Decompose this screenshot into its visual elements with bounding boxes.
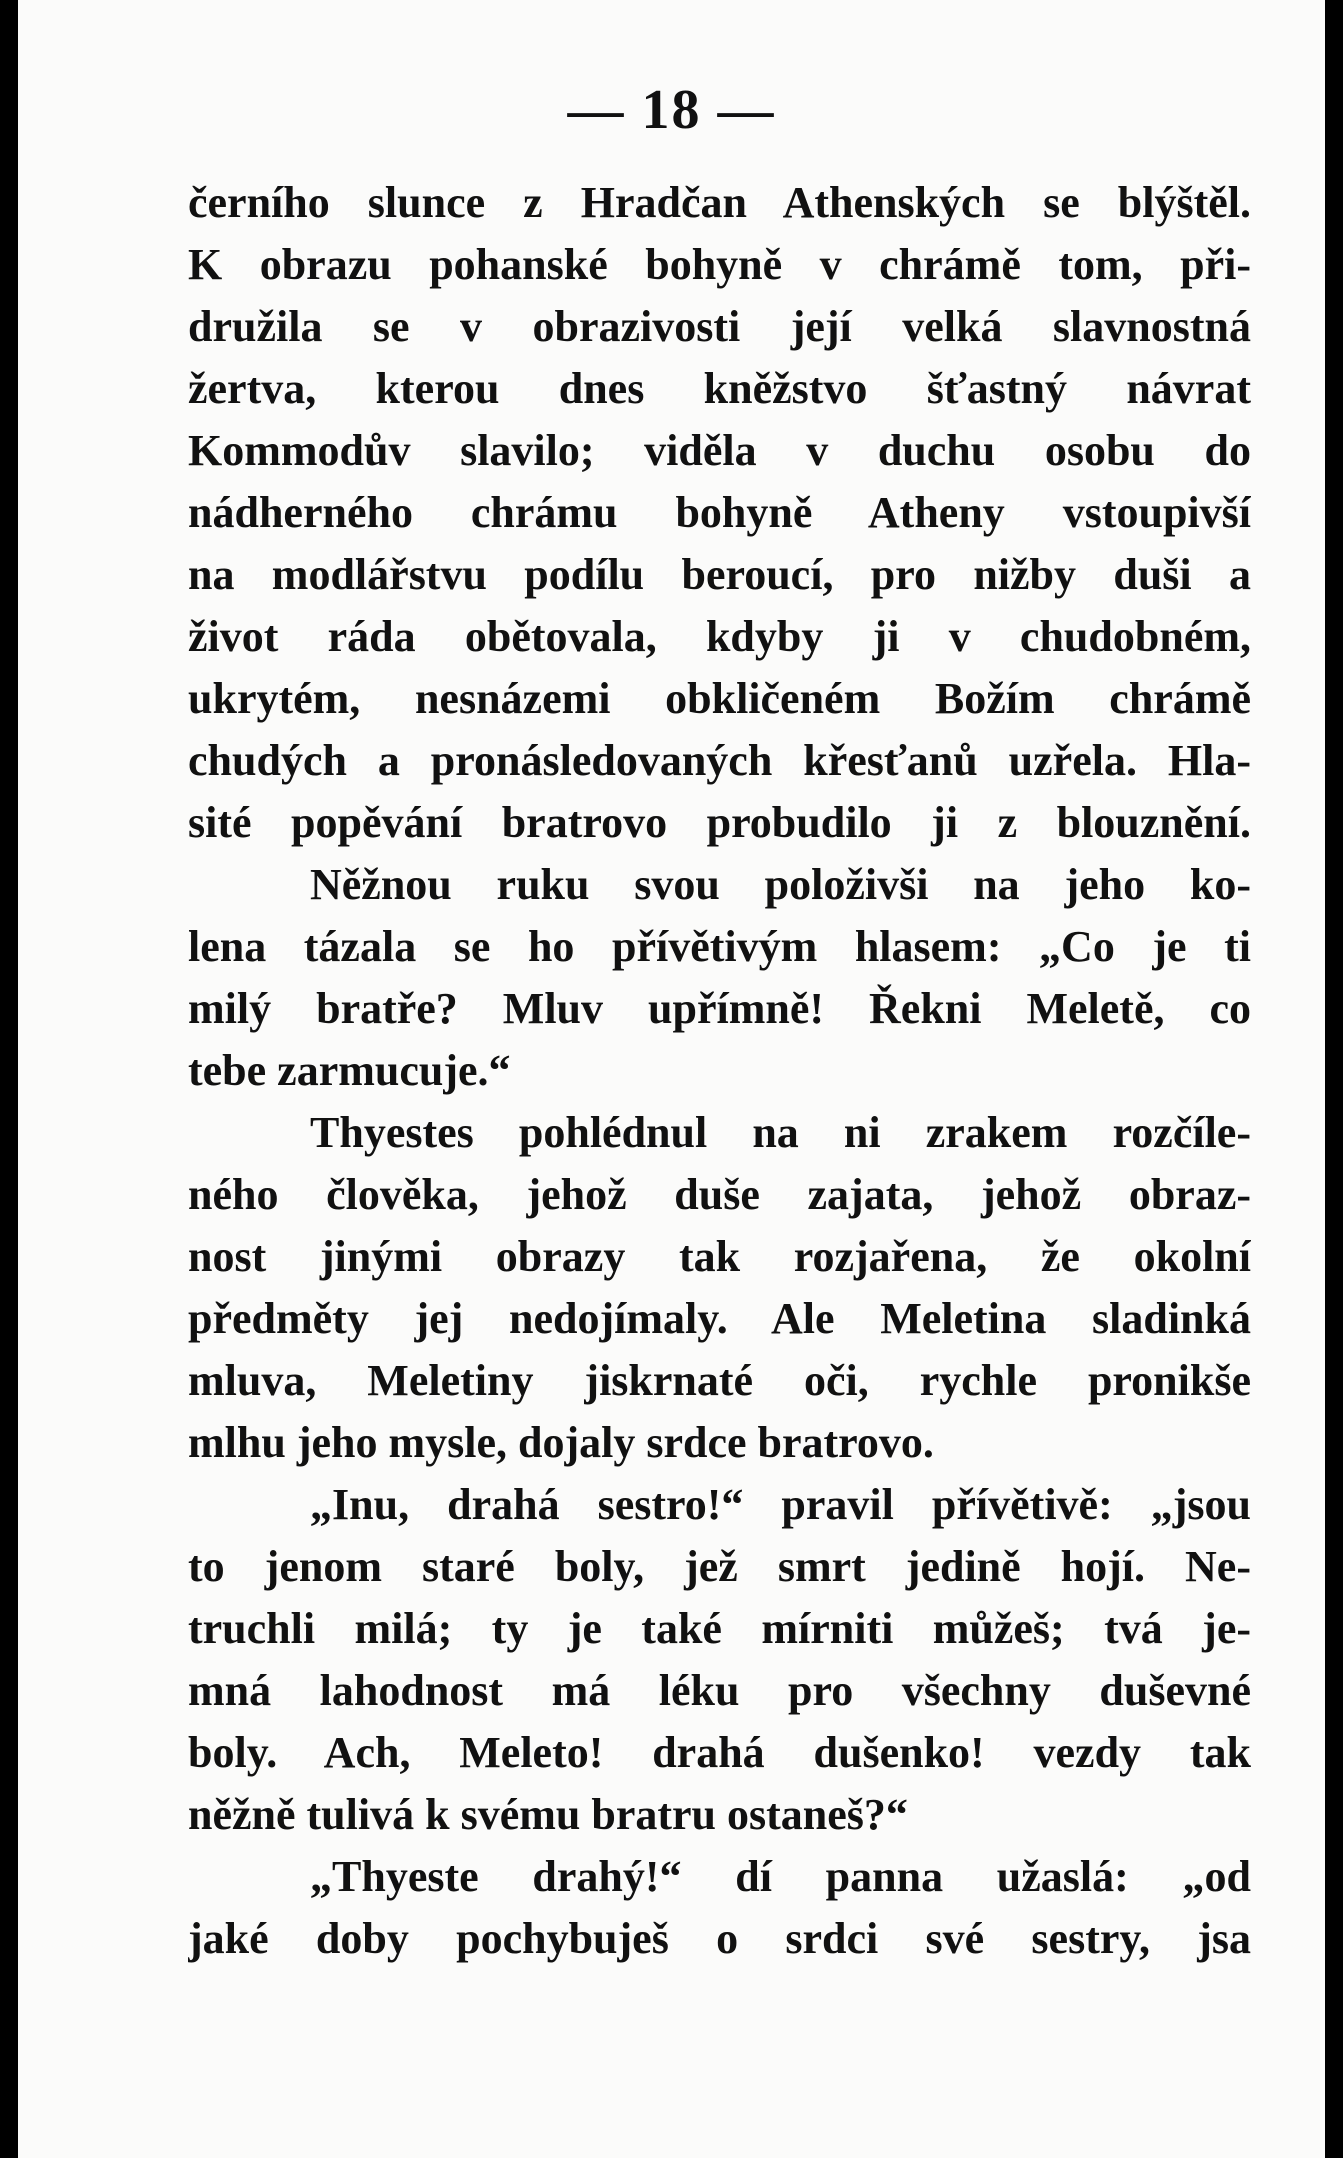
text-line: mluva, Meletiny jiskrnaté oči, rychle pronikše — [188, 1356, 1251, 1405]
text-line: milý bratře? Mluv upřímně! Řekni Meletě, co — [188, 984, 1251, 1033]
text-line: na modlářstvu podílu beroucí, pro nižby duši a — [188, 550, 1251, 599]
body-text — [188, 172, 1251, 1970]
text-line: Něžnou ruku svou položivši na jeho ko- — [310, 860, 1251, 909]
text-line: ného člověka, jehož duše zajata, jehož obraz- — [188, 1170, 1251, 1219]
text-line: předměty jej nedojímaly. Ale Meletina sladinká — [188, 1294, 1251, 1343]
text-line: truchli milá; ty je také mírniti můžeš; tvá je- — [188, 1604, 1251, 1653]
text-line: mná lahodnost má léku pro všechny duševné — [188, 1666, 1251, 1715]
text-line: život ráda obětovala, kdyby ji v chudobném, — [188, 612, 1251, 661]
text-line: chudých a pronásledovaných křesťanů uzřela. Hla- — [188, 736, 1251, 785]
text-line: mlhu jeho mysle, dojaly srdce bratrovo. — [188, 1418, 934, 1467]
text-line: tebe zarmucuje.“ — [188, 1046, 511, 1095]
text-line: nádherného chrámu bohyně Atheny vstoupivší — [188, 488, 1251, 537]
text-line: „Inu, drahá sestro!“ pravil přívětivě: „jsou — [310, 1480, 1251, 1529]
text-line: boly. Ach, Meleto! drahá dušenko! vezdy tak — [188, 1728, 1251, 1777]
text-line: „Thyeste drahý!“ dí panna užaslá: „od — [310, 1852, 1251, 1901]
text-line: to jenom staré boly, jež smrt jedině hojí. Ne- — [188, 1542, 1251, 1591]
scan-border-right — [1325, 0, 1343, 2158]
text-line: jaké doby pochybuješ o srdci své sestry, jsa — [188, 1914, 1251, 1963]
text-line: K obrazu pohanské bohyně v chrámě tom, při- — [188, 240, 1251, 289]
text-line: lena tázala se ho přívětivým hlasem: „Co je ti — [188, 922, 1251, 971]
text-line: družila se v obrazivosti její velká slavnostná — [188, 302, 1251, 351]
text-line: žertva, kterou dnes kněžstvo šťastný návrat — [188, 364, 1251, 413]
text-line: černího slunce z Hradčan Athenských se blýštěl. — [188, 178, 1251, 227]
scan-border-left — [0, 0, 18, 2158]
text-line: sité popěvání bratrovo probudilo ji z blouznění. — [188, 798, 1251, 847]
text-line: ukrytém, nesnázemi obkličeném Božím chrámě — [188, 674, 1251, 723]
text-line: něžně tulivá k svému bratru ostaneš?“ — [188, 1790, 908, 1839]
text-line: Kommodův slavilo; viděla v duchu osobu do — [188, 426, 1251, 475]
page-number: — 18 — — [567, 79, 776, 141]
book-page — [18, 0, 1325, 2158]
text-line: nost jinými obrazy tak rozjařena, že okolní — [188, 1232, 1251, 1281]
text-line: Thyestes pohlédnul na ni zrakem rozčíle- — [310, 1108, 1251, 1157]
